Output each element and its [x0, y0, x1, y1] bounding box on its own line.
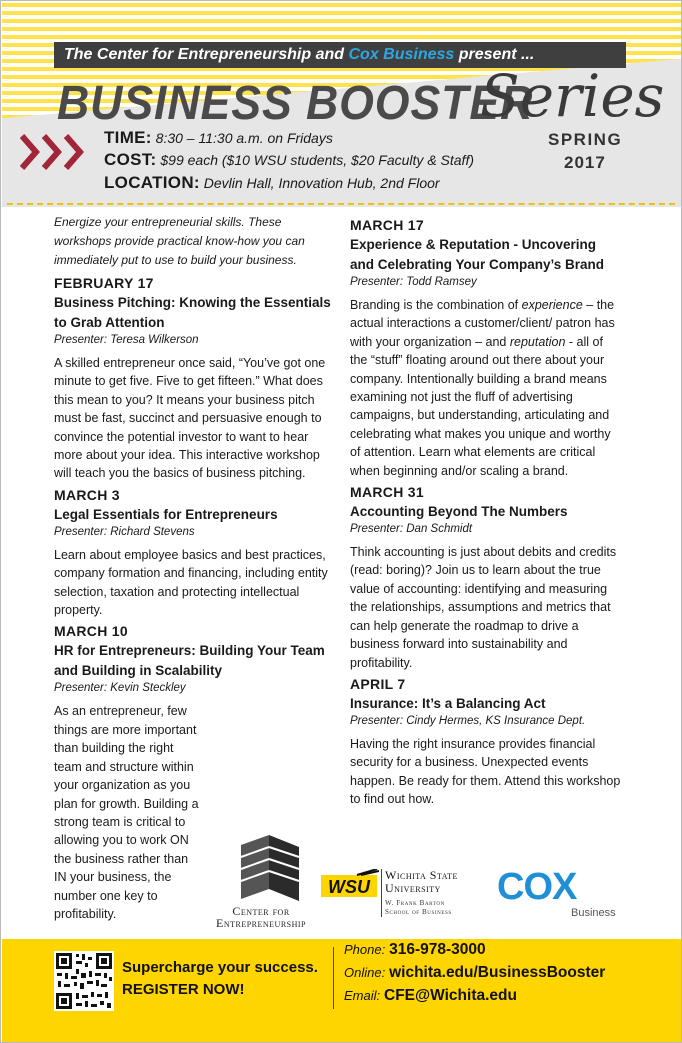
cox-business-logo: [497, 867, 637, 923]
cost-label: COST:: [104, 150, 157, 169]
location-row: [104, 173, 440, 193]
desc-part: – the actual interactions a customer/client/ patron has with your organization – and: [350, 298, 615, 349]
header-divider: [7, 203, 675, 205]
event-title: Experience & Reputation - Uncovering and Celebrating Your Company’s Brand: [350, 237, 605, 272]
header-banner: [2, 2, 681, 207]
wsu-line-2: University: [385, 881, 441, 895]
center-for-entrepreneurship-logo: [211, 833, 311, 933]
qr-code-icon[interactable]: [54, 951, 114, 1011]
event-presenter: Presenter: Richard Stevens: [54, 525, 195, 538]
wsu-line-1: Wichita State: [385, 868, 458, 882]
series-script-word: Series: [480, 62, 665, 130]
phone-number[interactable]: 316-978-3000: [389, 941, 486, 958]
event-apr-7: [350, 675, 622, 809]
season-label: SPRING: [548, 130, 623, 149]
cox-business-name: Cox Business: [348, 46, 455, 63]
wichita-state-logo: [321, 869, 481, 919]
wsu-sub-1: W. Frank Barton: [385, 899, 445, 907]
call-to-action: [122, 957, 318, 1001]
location-label: LOCATION:: [104, 173, 200, 192]
online-row: [344, 964, 605, 982]
event-presenter: Presenter: Todd Ramsey: [350, 276, 477, 288]
event-presenter: Presenter: Kevin Steckley: [54, 682, 186, 695]
right-column: [350, 213, 622, 811]
event-mar-17: [350, 216, 622, 480]
wsu-name: [385, 869, 458, 895]
event-description: [54, 702, 204, 923]
series-title: BUSINESS BOOSTER: [57, 77, 534, 130]
event-description: Having the right insurance provides financial security for a business. Unexpected events happen. Be ready for them. Attend this workshop to find out how.: [350, 736, 621, 807]
year-label: 2017: [564, 153, 606, 172]
register-now-text: REGISTER NOW!: [122, 981, 245, 998]
event-description: [350, 296, 622, 480]
email-label: Email:: [344, 988, 381, 1003]
event-title: Insurance: It’s a Balancing Act: [350, 695, 546, 711]
cox-wordmark: COX: [497, 866, 577, 908]
time-row: [104, 128, 333, 148]
event-description-text: As an entrepreneur, few things are more important than building the right team and structure within your organization as you plan for growth. Building a strong team is critical to allowing you to work ON the business rather than IN your business, the number one key to profitability.: [54, 704, 199, 921]
email-link[interactable]: CFE@Wichita.edu: [384, 987, 517, 1004]
time-label: TIME:: [104, 128, 152, 147]
footer-bar: [2, 939, 681, 1042]
desc-part: - all of the “stuff” floating around out there about your company. Intentionally building a brand means examining not just the fluff of advertising campaigns, but understanding, articulating and celebrating what makes you unique and worthy of attention. Learn what elements are critical when beginning and/or scaling a brand.: [350, 334, 611, 478]
time-value: 8:30 – 11:30 a.m. on Fridays: [155, 130, 333, 146]
event-date: MARCH 3: [54, 486, 120, 503]
event-presenter: Presenter: Cindy Hermes, KS Insurance Dept.: [350, 714, 586, 727]
phone-label: Phone:: [344, 942, 386, 957]
location-value: Devlin Hall, Innovation Hub, 2nd Floor: [203, 175, 440, 191]
desc-part: Branding is the combination of: [350, 298, 522, 312]
event-date: MARCH 31: [350, 484, 424, 501]
phone-row: [344, 941, 486, 959]
event-title: HR for Entrepreneurs: Building Your Team and Building in Scalability: [54, 643, 325, 679]
event-date: MARCH 10: [54, 623, 128, 640]
desc-emphasis: reputation: [509, 334, 566, 349]
event-date: APRIL 7: [350, 675, 406, 692]
cost-value: $99 each ($10 WSU students, $20 Faculty & Staff): [160, 152, 474, 168]
event-description: A skilled entrepreneur once said, “You’ve got one minute to get five. Five to get fifteen.” What does this mean to you? It means your business pitch must be fast, succinct and persuasive enough to convince the potential investor to want to hear more about your idea. This interactive workshop will teach you the basics of business pitching.: [54, 356, 326, 481]
email-row: [344, 987, 517, 1005]
chevron-arrows-icon: [20, 132, 94, 172]
event-presenter: Presenter: Dan Schmidt: [350, 523, 473, 536]
online-label: Online:: [344, 965, 386, 980]
event-description: Learn about employee basics and best practices, company formation and financing, including entity selection, taxation and protecting intellectual property.: [54, 547, 328, 618]
tagline-line-1: Supercharge your success.: [122, 959, 318, 976]
cost-row: [104, 150, 474, 170]
event-date: FEBRUARY 17: [54, 275, 154, 291]
event-feb-17: [54, 274, 334, 483]
cfe-logo-text: [211, 905, 311, 929]
footer-divider: [333, 947, 334, 1009]
website-link[interactable]: wichita.edu/BusinessBooster: [389, 964, 606, 981]
presenting-text-1: The Center for Entrepreneurship and: [64, 46, 349, 63]
event-title: Business Pitching: Knowing the Essentials to Grab Attention: [54, 295, 331, 330]
wsu-shocker-icon: [321, 869, 379, 901]
cfe-line-1: Center for: [232, 904, 290, 918]
wsu-mark-text: WSU: [328, 877, 370, 897]
cox-subtitle: Business: [571, 907, 616, 919]
event-mar-31: [350, 483, 622, 672]
presenting-text-2: present ...: [454, 46, 535, 63]
wsu-divider: [381, 869, 382, 917]
intro-text: Energize your entrepreneurial skills. These workshops provide practical know-how you can immediately put to use to build your business.: [54, 215, 305, 267]
building-icon: [239, 833, 301, 903]
left-column: [54, 213, 334, 925]
wsu-sub-2: School of Business: [385, 908, 452, 916]
wsu-school: [385, 899, 452, 917]
event-mar-3: [54, 486, 334, 620]
cfe-line-2: Entrepreneurship: [215, 916, 306, 930]
desc-emphasis: experience: [521, 298, 583, 312]
event-description: Think accounting is just about debits and credits (read: boring)? Join us to learn about the true value of accounting: identifying and measuring the relationships, assumptions and metrics that can help generate the roadmap to drive a business forward into sustainability and profitability.: [350, 545, 617, 670]
event-title: Legal Essentials for Entrepreneurs: [54, 506, 278, 522]
event-title: Accounting Beyond The Numbers: [350, 504, 568, 520]
event-presenter: Presenter: Teresa Wilkerson: [54, 334, 199, 346]
event-date: MARCH 17: [350, 217, 424, 233]
